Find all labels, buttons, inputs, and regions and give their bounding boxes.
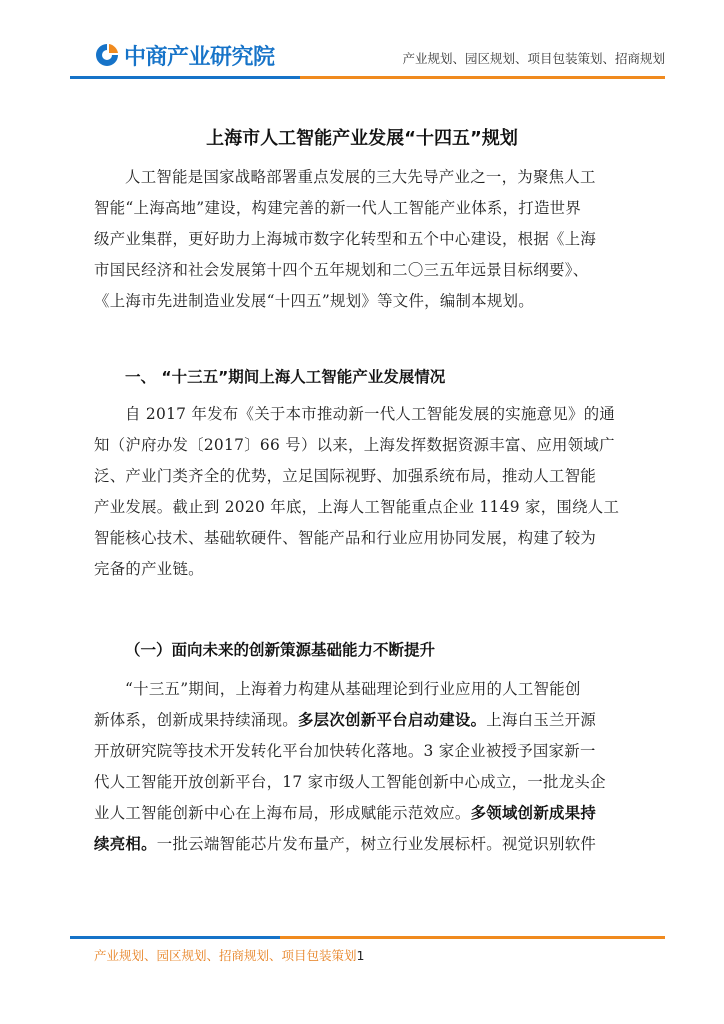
text-run: 一批云端智能芯片发布量产，树立行业发展标杆。视觉识别软件 <box>156 835 597 853</box>
subsection1-paragraph <box>94 674 654 860</box>
section1-paragraph <box>94 399 654 585</box>
paragraph-line <box>94 705 654 736</box>
paragraph-line: 自 2017 年发布《关于本市推动新一代人工智能发展的实施意见》的通 <box>125 405 616 423</box>
paragraph-line: “十三五”期间，上海着力构建从基础理论到行业应用的人工智能创 <box>125 680 581 698</box>
header-tagline: 产业规划、园区规划、项目包装策划、招商规划 <box>402 51 665 66</box>
text-run: 业人工智能创新中心在上海布局，形成赋能示范效应。 <box>94 804 471 822</box>
document-title: 上海市人工智能产业发展“十四五”规划 <box>206 128 518 149</box>
paragraph-line <box>94 829 654 860</box>
subsection-heading: （一）面向未来的创新策源基础能力不断提升 <box>125 641 436 659</box>
text-run: 新体系，创新成果持续涌现。 <box>94 711 298 729</box>
page-header <box>0 0 724 90</box>
intro-paragraph <box>94 162 654 317</box>
paragraph-line: 知（沪府办发〔2017〕66 号）以来，上海发挥数据资源丰富、应用领域广 <box>94 436 615 454</box>
logo-text: 中商产业研究院 <box>124 44 275 70</box>
bold-highlight: 多层次创新平台启动建设。 <box>297 711 487 729</box>
footer-text: 产业规划、园区规划、招商规划、项目包装策划 <box>94 948 357 963</box>
page-number: 1 <box>356 948 365 963</box>
page-footer <box>94 946 364 964</box>
paragraph-line: 产业发展。截止到 2020 年底，上海人工智能重点企业 1149 家，围绕人工 <box>94 498 620 516</box>
paragraph-line: 代人工智能开放创新平台，17 家市级人工智能创新中心成立，一批龙头企 <box>94 773 606 791</box>
paragraph-line: 级产业集群，更好助力上海城市数字化转型和五个中心建设，根据《上海 <box>94 230 597 248</box>
paragraph-line: 智能核心技术、基础软硬件、智能产品和行业应用协同发展，构建了较为 <box>94 529 597 547</box>
logo-mark-icon <box>94 42 120 68</box>
paragraph-line: 市国民经济和社会发展第十四个五年规划和二〇三五年远景目标纲要》、 <box>94 261 589 279</box>
bold-highlight: 多领域创新成果持 <box>470 804 597 822</box>
paragraph-line: 智能“上海高地”建设，构建完善的新一代人工智能产业体系，打造世界 <box>94 199 582 217</box>
text-run: 上海白玉兰开源 <box>486 711 597 729</box>
footer-divider-orange <box>280 936 665 939</box>
paragraph-line: 开放研究院等技术开发转化平台加快转化落地。3 家企业被授予国家新一 <box>94 742 596 760</box>
paragraph-line: 完备的产业链。 <box>94 560 204 578</box>
paragraph-line: 《上海市先进制造业发展“十四五”规划》等文件，编制本规划。 <box>94 292 534 310</box>
footer-divider-blue <box>70 936 280 939</box>
paragraph-line: 人工智能是国家战略部署重点发展的三大先导产业之一，为聚焦人工 <box>125 168 596 186</box>
bold-highlight: 续亮相。 <box>94 835 157 853</box>
section-heading: 一、 “十三五”期间上海人工智能产业发展情况 <box>125 368 446 386</box>
header-divider-orange <box>300 76 665 79</box>
paragraph-line: 泛、产业门类齐全的优势，立足国际视野、加强系统布局，推动人工智能 <box>94 467 597 485</box>
header-divider-blue <box>70 76 300 79</box>
paragraph-line <box>94 798 654 829</box>
company-logo <box>94 40 275 70</box>
